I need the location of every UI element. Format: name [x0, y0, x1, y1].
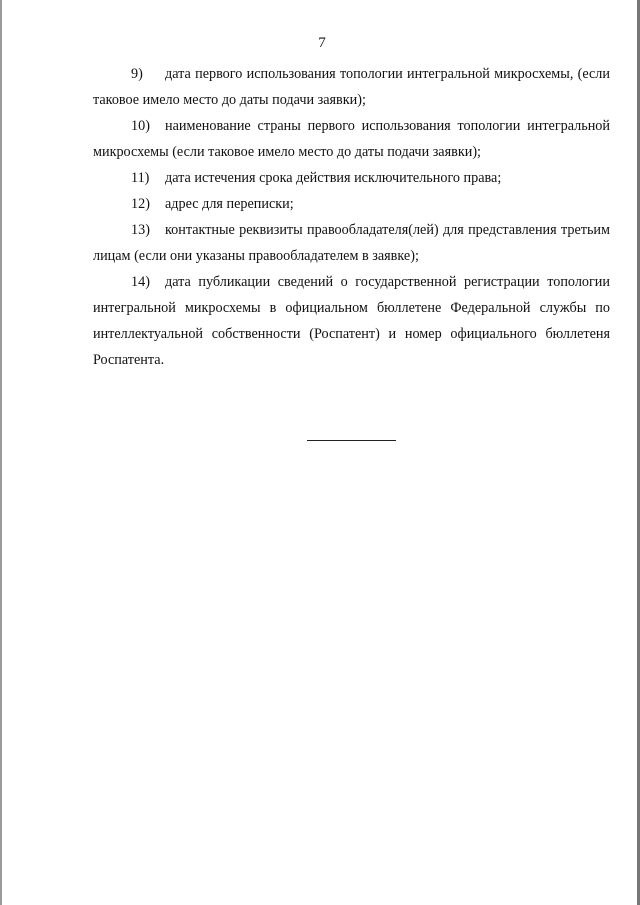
- list-item: [93, 269, 610, 373]
- item-text: наименование страны первого использования топологии интегральной микросхемы (если таковое имело место до даты подачи заявки);: [93, 118, 610, 160]
- item-number: 10): [131, 118, 150, 134]
- list-item: [93, 113, 610, 165]
- item-number: 14): [131, 274, 150, 290]
- item-text: адрес для переписки;: [165, 196, 294, 212]
- item-text: контактные реквизиты правообладателя(лей) для представления третьим лицам (если они указаны правообладателем в заявке);: [93, 222, 610, 264]
- list-item: [93, 61, 610, 113]
- item-number: 11): [131, 170, 150, 186]
- item-number: 9): [131, 66, 143, 82]
- list-item: [93, 217, 610, 269]
- item-number: 12): [131, 196, 150, 212]
- list-item: [93, 165, 610, 191]
- item-text: дата публикации сведений о государственной регистрации топологии интегральной микросхемы в официальном бюллетене Федеральной службы по интеллектуальной собственности (Роспатент) и номер официального бюллетеня Роспатента.: [93, 274, 610, 368]
- document-body: [93, 61, 610, 373]
- item-text: дата истечения срока действия исключительного права;: [165, 170, 502, 186]
- end-of-document-rule: [307, 440, 396, 441]
- item-number: 13): [131, 222, 150, 238]
- page-number: 7: [318, 35, 326, 51]
- item-text: дата первого использования топологии интегральной микросхемы, (если таковое имело место до даты подачи заявки);: [93, 66, 610, 108]
- list-item: [93, 191, 610, 217]
